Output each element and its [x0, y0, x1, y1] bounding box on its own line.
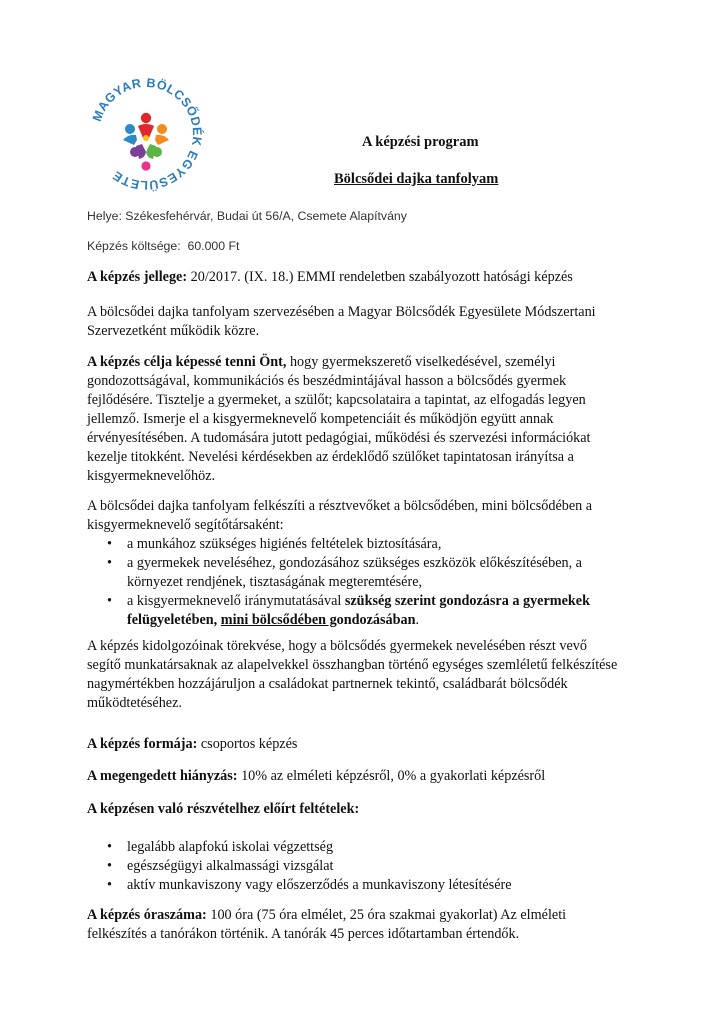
goal-line: jellemző. Ismerje el a kisgyermeknevelő kompetenciáit és működjön együtt annak	[87, 411, 554, 427]
list-item: • egészségügyi alkalmassági vizsgálat	[87, 857, 639, 876]
prep-line: A bölcsődei dajka tanfolyam felkészíti a résztvevőket a bölcsődében, mini bölcsődében a	[87, 498, 593, 514]
form-label: A képzés formája:	[87, 736, 198, 752]
goal-line: fejlődésére. Tisztelje a gyermeket, a szülőt; kapcsolataira a tapintat, az elfogadás legyen	[87, 392, 586, 408]
absence-line	[87, 767, 545, 786]
logo-figure-head	[141, 113, 151, 123]
intro-line: Szervezetként működik közre.	[87, 323, 260, 339]
list-item: • a gyermekek neveléséhez, gondozásához szükséges eszközök előkészítésében, a környezet rendjének, tisztaságának megteremtésére,	[87, 554, 639, 592]
logo-figure-body	[155, 135, 169, 145]
list-item: • a kisgyermeknevelő iránymutatásával szükség szerint gondozásra a gyermekek felügyeletében, mini bölcsődében gondozásában.	[87, 592, 639, 630]
page-subtitle: Bölcsődei dajka tanfolyam	[334, 171, 499, 187]
logo-figures	[123, 113, 169, 171]
aim-line: segítő munkatársaknak az alapelvekkel összhangban történő egységes szemléletű felkészítése	[87, 657, 618, 673]
logo-figure-head	[157, 124, 167, 134]
nature-value: 20/2017. (IX. 18.) EMMI rendeletben szabályozott hatósági képzés	[187, 269, 573, 285]
page-title: A képzési program	[362, 134, 479, 150]
logo-figure-head	[125, 124, 135, 134]
goal-line: gondozottságával, kommunikációs és beszédmintájával hasson a bölcsődés gyermek	[87, 373, 567, 389]
hours-label: A képzés óraszáma:	[87, 907, 207, 923]
logo-ring-text: MAGYAR BÖLCSŐDÉK EGYESÜLETE	[89, 75, 205, 193]
cost-label: Képzés költsége:	[87, 239, 181, 253]
prep-bullet-list	[87, 535, 639, 630]
aim-line: működtetéséhez.	[87, 695, 182, 711]
logo-figure-body	[146, 144, 156, 159]
intro-paragraph	[87, 303, 639, 341]
prep-paragraph	[87, 497, 639, 535]
location-line: Helye: Székesfehérvár, Budai út 56/A, Csemete Alapítvány	[87, 209, 407, 223]
aim-line: nagymértékben hozzájáruljon a családokat partnernek tekintő, családbarát bölcsődék	[87, 676, 568, 692]
form-line	[87, 735, 297, 754]
logo-center	[143, 135, 149, 141]
list-item: • a munkához szükséges higiénés feltételek biztosítására,	[87, 535, 639, 554]
list-item: • legalább alapfokú iskolai végzettség	[87, 838, 639, 857]
form-value: csoportos képzés	[197, 736, 298, 752]
aim-paragraph	[87, 637, 639, 713]
conditions-heading: A képzésen való részvételhez előírt feltételek:	[87, 801, 360, 817]
goal-line: kezelje titokként. Nevelési kérdésekben az érdeklődő szülőket tapintatosan irányítsa a	[87, 449, 574, 465]
absence-value: 10% az elméleti képzésről, 0% a gyakorlati képzésről	[237, 768, 546, 784]
cost-line	[87, 237, 239, 256]
goal-paragraph	[87, 353, 639, 486]
intro-line: A bölcsődei dajka tanfolyam szervezésében a Magyar Bölcsődék Egyesülete Módszertani	[87, 304, 596, 320]
cost-value: 60.000 Ft	[187, 239, 240, 253]
prep-line: kisgyermeknevelő segítőtársaként:	[87, 517, 284, 533]
nature-line	[87, 268, 573, 287]
conditions-list	[87, 838, 639, 895]
goal-line: érvényesítésében. A tudomására jutott pedagógiai, működési és szervezési információkat	[87, 430, 591, 446]
hours-paragraph	[87, 906, 639, 944]
logo	[86, 74, 206, 194]
absence-label: A megengedett hiányzás:	[87, 768, 238, 784]
logo-figure-head	[141, 161, 150, 170]
aim-line: A képzés kidolgozóinak törekvése, hogy a bölcsődés gyermekek nevelésében részt vevő	[87, 638, 587, 654]
hours-value: 100 óra (75 óra elmélet, 25 óra szakmai gyakorlat) Az elméleti	[206, 907, 567, 923]
goal-line: A képzés célja képessé tenni Önt, hogy gyermekszerető viselkedésével, személyi	[87, 354, 556, 370]
list-item: • aktív munkaviszony vagy előszerződés a munkaviszony létesítésére	[87, 876, 639, 895]
goal-line: kisgyermeknevelőhöz.	[87, 468, 216, 484]
logo-figure-body	[123, 135, 137, 145]
nature-label: A képzés jellege:	[87, 269, 188, 285]
hours-line: felkészítés a tanórákon történik. A tanórák 45 perces időtartamban értendők.	[87, 926, 520, 942]
goal-bold: A képzés célja képessé tenni Önt,	[87, 354, 287, 370]
logo-figure-body	[136, 144, 146, 159]
